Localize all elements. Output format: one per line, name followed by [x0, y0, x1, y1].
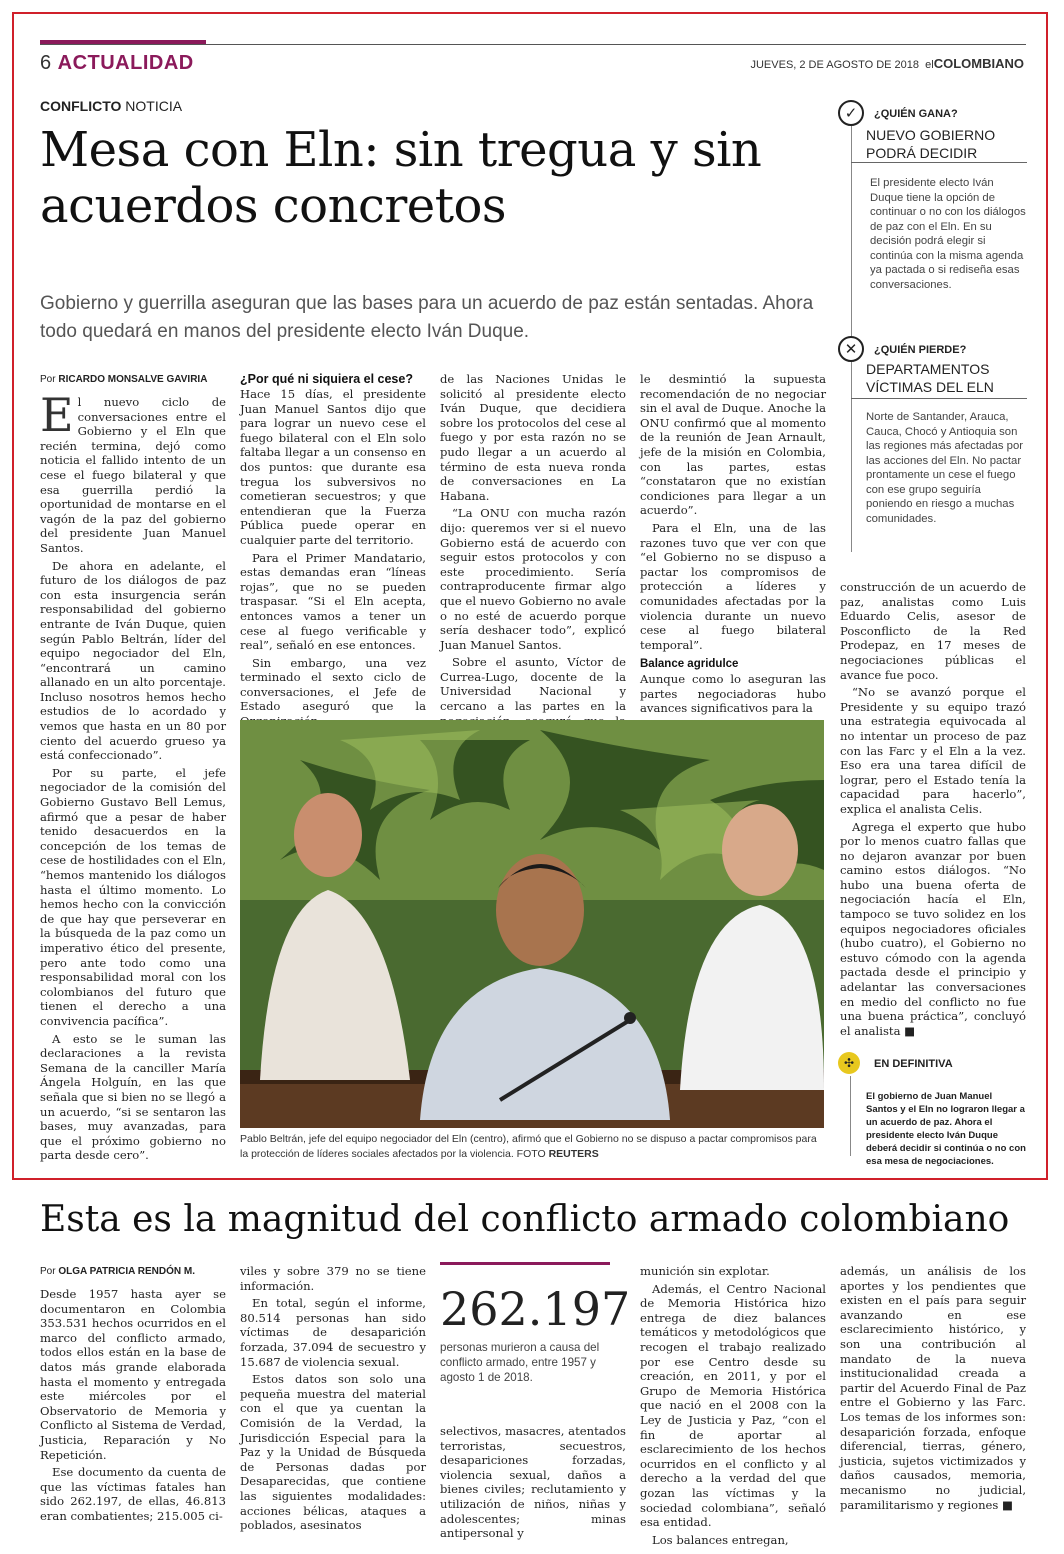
byline: [40, 1266, 226, 1277]
article2-column-1: [40, 1266, 226, 1542]
paragraph: Además, el Centro Nacional de Memoria Histórica hizo entrega de diez balances temáticos y metodológicos que recogen el trabajo realizado por ese Centro desde su creación, en 2011, y por el Grupo de Memoria Histórica que nació en el 2008 con la Ley de Justicia y Paz, “con el fin de aportar al esclarecimiento de los hechos ocurridos en el conflicto y al derecho a la verdad del que gozan las víctimas y la sociedad colombiana”, señaló esa entidad.: [640, 1281, 826, 1530]
stat-accent-bar: [440, 1262, 610, 1265]
photo-caption: [240, 1132, 824, 1162]
paragraph: [40, 388, 226, 556]
paragraph: “No se avanzó porque el Presidente y su equipo trazó una estrategia equivocada al no intentar un proceso de paz con las Farc y el Eln a la vez. Eso era una tarea difícil de lograr, pero el Estado tenía la capacidad para hacerlo”, explica el analista Celis.: [840, 685, 1026, 816]
section-heading: ¿Por qué ni siquiera el cese?: [240, 372, 413, 386]
paragraph: Para el Primer Mandatario, estas demandas eran “líneas rojas”, que no se pueden traspasar. “Si el Eln acepta, entonces vamos a tener un cese al fuego verificable y real”, señaló en ese entonces.: [240, 550, 426, 653]
header-rule: [40, 44, 1026, 45]
byline-author: RICARDO MONSALVE GAVIRIA: [58, 374, 208, 385]
paragraph: Los balances entregan,: [652, 1532, 789, 1547]
news-photo: [240, 720, 824, 1128]
paragraph: De ahora en adelante, el futuro de los diálogos de paz con esta insurgencia serán responsabilidad del gobierno entrante de Iván Duque, quien según Pablo Beltrán, líder del equipo negociador del Eln, “encontrará un camino allanado en un alto porcentaje. Incluso nosotros hemos hecho estudios de lo acordado y vemos que hasta en un 80 por ciento del acuerdo grueso ya está confeccionado”.: [40, 558, 226, 763]
paragraph: Agrega el experto que hubo por lo menos cuatro fallas que no dejaron avanzar por buen camino estos diálogos. “No hubo una buena oferta de negociación hacía el Eln, tampoco se tuvo solidez en los equipos negociadores oficiales (hubo cuatro), el Gobierno no estuvo cómodo con la agenda pactada desde el principio y adelantar las conversaciones en medio del conflicto no fue una buena práctica”, concluyó el analista ■: [840, 820, 1026, 1039]
article-column-4: [640, 372, 826, 716]
byline-prefix: Por: [40, 374, 59, 385]
paragraph: de las Naciones Unidas le solicitó al presidente electo Iván Duque, que decidiera sobre los protocolos del cese al fuego y por esta razón no se pudo llegar a un acuerdo al término de esta nueva ronda de conversaciones en La Habana.: [440, 372, 626, 503]
article-column-1: [40, 374, 226, 1164]
byline-prefix: Por: [40, 1266, 59, 1277]
caption-text: Pablo Beltrán, jefe del equipo negociador del Eln (centro), afirmó que el Gobierno no se dispuso a pactar compromisos para la protección de líderes sociales afectados por la violencia.: [240, 1133, 817, 1160]
date-brand: [750, 56, 1024, 71]
article2-column-3: [440, 1424, 626, 1542]
paragraph: En total, según el informe, 80.514 personas han sido víctimas de desaparición forzada, 37.094 de secuestro y 15.687 de violencia sexual.: [240, 1296, 426, 1369]
page-number: 6: [40, 52, 52, 74]
paragraph: Hace 15 días, el presidente Juan Manuel Santos dijo que para lograr un nuevo cese el fuego bilateral con el Eln solo faltaba llegar a un consenso en dos puntos: que durante esa tregua los subversivos no cometieran secuestros; y que entendieran que la Fuerza Pública puede operar en cualquier parte del territorio.: [240, 387, 426, 547]
paragraph: munición sin explotar.: [640, 1264, 770, 1278]
sidebar-title: NUEVO GOBIERNO PODRÁ DECIDIR: [866, 127, 996, 161]
paragraph: Ese documento da cuenta de que las víctimas fatales han sido 262.197, de ellas, 46.813 eran combatientes; 215.005 ci-: [40, 1465, 226, 1523]
paragraph: Para el Eln, una de las razones tuvo que ver con que “el Gobierno no se dispuso a pactar los compromisos de protección a líderes y comunidades afectadas por la violencia durante un nuevo cese al fuego bilateral temporal”.: [640, 520, 826, 652]
kicker-topic: CONFLICTO: [40, 98, 122, 114]
stat-number: 262.197: [440, 1282, 631, 1336]
paragraph: Por su parte, el jefe negociador de la comisión del Gobierno Gustavo Bell Lemus, afirmó que a pesar de haber tenido desacuerdos en la concepción de los temas de cese de hostilidades con el Eln, “hemos mantenido los diálogos hasta el último momento. Lo hemos hecho con la convicción de que hay que perseverar en la búsqueda de la paz como un imperativo ético del presente, pero ante todo como una responsabilidad moral con los colombianos del futuro que tienen el derecho a una convivencia pacífica”.: [40, 765, 226, 1028]
summary-line: [850, 1076, 851, 1156]
byline-author: OLGA PATRICIA RENDÓN M.: [58, 1266, 196, 1277]
article-column-3: [440, 372, 626, 712]
check-icon: ✓: [838, 100, 864, 126]
article2-column-4: [640, 1264, 826, 1547]
paragraph: Sobre el asunto, Víctor de Currea-Lugo, docente de la Universidad Nacional y cercano a las partes en la: [440, 655, 626, 714]
section-label: [40, 52, 194, 75]
paragraph: Estos datos son solo una pequeña muestra del material con el que ya cuentan la Comisión de la Verdad, la Jurisdicción Especial para la Paz y la Unidad de Búsqueda de Personas dadas por Desaparecidas, que contiene las siguientes modalidades: acciones bélicas, ataques a poblados, asesinatos: [240, 1372, 426, 1533]
brand-name: COLOMBIANO: [933, 56, 1024, 71]
sidebar-question: ¿QUIÉN PIERDE?: [874, 344, 967, 356]
paragraph: “La ONU con mucha razón dijo: queremos ver si el nuevo Gobierno está de acuerdo con seguir estos protocolos y con este procedimiento. Sería contraproducente firmar algo que el nuevo Gobierno no avale o no esté de acuerdo porque sería deshacer todo”, explicó Juan Manuel Santos.: [440, 506, 626, 652]
summary-label: EN DEFINITIVA: [874, 1058, 953, 1070]
paragraph: selectivos, masacres, atentados terroristas, secuestros, desapariciones forzadas, violencia sexual, daños a bienes civiles; reclutamiento y utilización de niños, niñas y adolescentes; minas antipersonal y: [440, 1424, 626, 1541]
main-headline: Mesa con Eln: sin tregua y sin acuerdos concretos: [40, 122, 762, 234]
stat-description: personas murieron a causa del conflicto armado, entre 1957 y agosto 1 de 2018.: [440, 1341, 600, 1384]
paragraph: Sin embargo, una vez terminado el sexto ciclo de conversaciones, el Jefe de Estado aseguró que la: [240, 655, 426, 714]
paragraph: construcción de un acuerdo de paz, analistas como Luis Eduardo Celis, asesor de Posconflicto de la Red Prodepaz, en 17 meses de negociaciones públicas el avance fue poco.: [840, 580, 1026, 682]
caption-credit-prefix: FOTO: [513, 1148, 549, 1160]
close-icon: ✕: [838, 336, 864, 362]
sidebar-question: ¿QUIÉN GANA?: [874, 108, 958, 120]
section-heading: Balance agridulce: [640, 658, 739, 671]
byline: [40, 374, 226, 385]
sidebar-body: Norte de Santander, Arauca, Cauca, Chocó y Antioquia son las regiones más afectadas por las acciones del Eln. No pactar prontamente un cese el fuego con ese grupo seguiría poniendo en riesgo a muchas comunidades.: [866, 411, 1023, 525]
photo-illustration: [240, 720, 824, 1128]
article-column-5: [840, 580, 1026, 1038]
section-name: ACTUALIDAD: [57, 52, 194, 74]
caption-credit: REUTERS: [548, 1148, 599, 1160]
sidebar-title: DEPARTAMENTOS VÍCTIMAS DEL ELN: [866, 361, 994, 395]
paragraph: Aunque como lo aseguran las partes negociadoras hubo avances significativos para la: [640, 672, 826, 716]
sidebar-divider: [851, 398, 1027, 399]
second-headline: Esta es la magnitud del conflicto armado colombiano: [40, 1199, 1010, 1240]
paragraph: además, un análisis de los aportes y los pendientes que existen en el país para seguir avanzando en ese esclarecimiento histórico, y son una contribución al mandato de la nueva institucionalidad creada a partir del Acuerdo Final de Paz entre el Gobierno y las Farc. Los temas de los informes son: desaparición forzada, enfoque diferencial, tierras, género, justicia, sujetos victimizados y daños causados, memoria, mecanismo no judicial, paramilitarismo y regiones ■: [840, 1264, 1026, 1512]
article2-column-5: [840, 1264, 1026, 1542]
kicker-type: NOTICIA: [121, 98, 183, 114]
paragraph: viles y sobre 379 no se tiene información.: [240, 1264, 426, 1293]
summary-body: El gobierno de Juan Manuel Santos y el Eln no lograron llegar a un acuerdo de paz. Ahora el presidente electo Iván Duque deberá decidir si continúa o no con esa mesa de negociaciones.: [866, 1091, 1026, 1167]
article-column-2: [240, 372, 426, 712]
kicker: [40, 98, 182, 114]
sidebar-divider: [851, 162, 1027, 163]
subheadline: Gobierno y guerrilla aseguran que las bases para un acuerdo de paz están sentadas. Ahora todo quedará en manos del presidente electo Iván Duque.: [40, 293, 814, 342]
paragraph-text: l nuevo ciclo de conversaciones entre el Gobierno y el Eln que recién termina, dejó como noticia el fallido intento de un cese el fuego bilateral y que esa guerrilla perdió la oportunidad de montarse en el vagón de la paz del gobierno del presidente Juan Manuel Santos.: [40, 395, 226, 555]
arrows-icon: ✣: [838, 1052, 860, 1074]
sidebar-body: El presidente electo Iván Duque tiene la opción de continuar o no con los diálogos de paz con el Eln. En su decisión podrá elegir si continúa con la misma agenda ya pactada o si rediseña esas conversaciones.: [870, 177, 1026, 291]
brand-prefix: el: [925, 59, 934, 71]
issue-date: JUEVES, 2 DE AGOSTO DE 2018: [750, 59, 920, 71]
article2-column-2: [240, 1264, 426, 1542]
drop-cap: E: [40, 388, 74, 442]
paragraph: A esto se le suman las declaraciones a la revista Semana de la canciller María Ángela Holguín, en las que señala que si bien no se llegó a un acuerdo, “si se sentaron las bases, muy avanzadas, para que el próximo gobierno no parta desde cero”.: [40, 1031, 226, 1163]
paragraph: Desde 1957 hasta ayer se documentaron en Colombia 353.531 hechos ocurridos en el marco del conflicto armado, todos ellos están en la base de datos más grande elaborada hasta el momento y entregada este miércoles por el Observatorio de Memoria y Conflicto al Sistema de Verdad, Justicia, Reparación y No Repetición.: [40, 1287, 226, 1462]
paragraph: le desmintió la supuesta recomendación de no negociar sin el aval de Duque. Anoche la ONU confirmó que al momento de la reunión de Jean Arnault, jefe de la misión en Colombia, con las partes, estas “constataron que no existían condiciones para llegar a un acuerdo”.: [640, 372, 826, 518]
